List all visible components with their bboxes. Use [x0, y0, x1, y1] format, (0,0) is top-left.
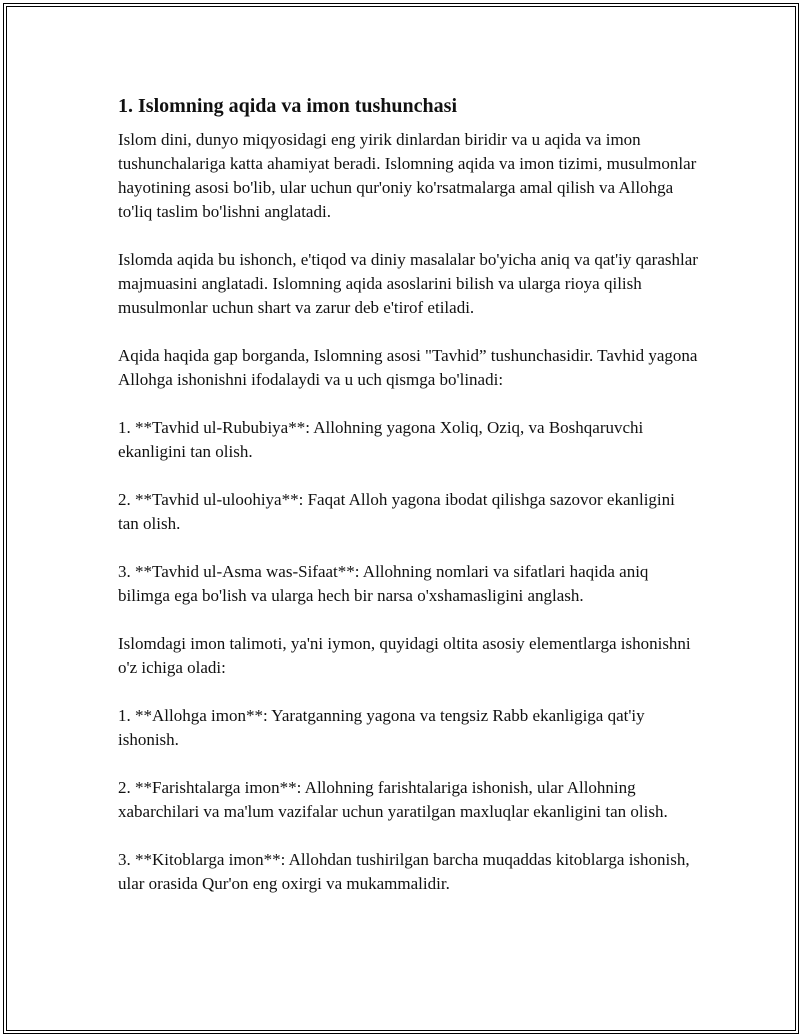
paragraph-aqida-definition: Islomda aqida bu ishonch, e'tiqod va diniy masalalar bo'yicha aniq va qat'iy qarashlar majmuasini anglatadi. Islomning aqida asoslarini bilish va ularga rioya qilish musulmonlar uchun shart va zarur deb e'tirof etiladi.: [118, 250, 698, 317]
paragraph-tavhid: Aqida haqida gap borganda, Islomning asosi "Tavhid” tushunchasidir. Tavhid yagona Allohga ishonishni ifodalaydi va u uch qismga bo'linadi:: [118, 346, 698, 389]
list-item-tavhid-asma-sifaat: 3. **Tavhid ul-Asma was-Sifaat**: Allohning nomlari va sifatlari haqida aniq bilimga ega bo'lish va ularga hech bir narsa o'xshamasligini anglash.: [118, 562, 649, 605]
list-item-allohga-imon: 1. **Allohga imon**: Yaratganning yagona va tengsiz Rabb ekanligiga qat'iy ishonish.: [118, 706, 645, 749]
paragraph-intro: Islom dini, dunyo miqyosidagi eng yirik dinlardan biridir va u aqida va imon tushunchalariga katta ahamiyat beradi. Islomning aqida va imon tizimi, musulmonlar hayotining asosi bo'lib, ular uchun qur'oniy ko'rsatmalarga amal qilish va Allohga to'liq taslim bo'lishni anglatadi.: [118, 130, 697, 221]
list-item-kitoblarga-imon: 3. **Kitoblarga imon**: Allohdan tushirilgan barcha muqaddas kitoblarga ishonish, ular orasida Qur'on eng oxirgi va mukammalidir.: [118, 850, 690, 893]
list-item-tavhid-rububiya: 1. **Tavhid ul-Rububiya**: Allohning yagona Xoliq, Oziq, va Boshqaruvchi ekanligini tan olish.: [118, 418, 644, 461]
document-title: 1. Islomning aqida va imon tushunchasi: [118, 95, 458, 117]
document-body: [118, 93, 698, 896]
paragraph-imon-intro: Islomdagi imon talimoti, ya'ni iymon, quyidagi oltita asosiy elementlarga ishonishni o'z ichiga oladi:: [118, 634, 691, 677]
list-item-tavhid-uloohiya: 2. **Tavhid ul-uloohiya**: Faqat Alloh yagona ibodat qilishga sazovor ekanligini tan olish.: [118, 490, 675, 533]
list-item-farishtalarga-imon: 2. **Farishtalarga imon**: Allohning farishtalariga ishonish, ular Allohning xabarchilari va ma'lum vazifalar uchun yaratilgan maxluqlar ekanligini tan olish.: [118, 778, 668, 821]
